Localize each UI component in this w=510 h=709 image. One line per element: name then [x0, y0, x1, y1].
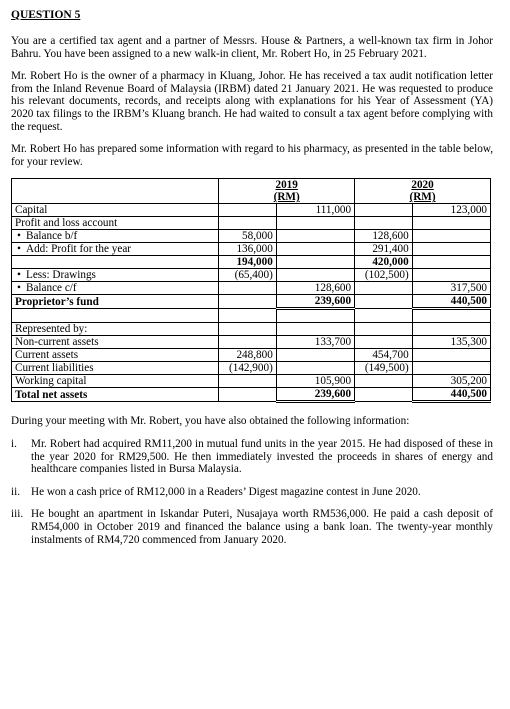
cell-value: 291,400 [355, 243, 413, 256]
list-marker: i. [11, 437, 17, 450]
cell-value: 58,000 [219, 230, 277, 243]
table-row [12, 230, 491, 243]
list-item [11, 486, 493, 499]
row-label: • Less: Drawings [12, 269, 219, 282]
table-row [12, 217, 491, 230]
cell-value: 440,500 [412, 388, 490, 402]
table-row [12, 388, 491, 402]
cell-value: 194,000 [219, 256, 277, 269]
row-label: • Balance b/f [12, 230, 219, 243]
information-list [11, 438, 493, 546]
financial-table [11, 178, 491, 403]
list-item-text: He bought an apartment in Iskandar Puteri, Nusajaya worth RM536,000. He paid a cash deposit of RM54,000 in October 2019 and financed the balance using a bank loan. The twenty-year monthly instalments of RM4,720 commenced from January 2020. [31, 508, 493, 546]
table-row [12, 243, 491, 256]
table-row [12, 295, 491, 309]
row-label: Profit and loss account [12, 217, 219, 230]
header-2020: 2020 (RM) [355, 179, 491, 204]
row-label: Working capital [12, 375, 219, 388]
cell-value: 111,000 [276, 204, 354, 217]
table-row [12, 362, 491, 375]
cell-value: 420,000 [355, 256, 413, 269]
table-row [12, 323, 491, 336]
cell-value: 133,700 [276, 336, 354, 349]
cell-value: 239,600 [276, 295, 354, 309]
meeting-paragraph: During your meeting with Mr. Robert, you have also obtained the following information: [11, 415, 410, 428]
cell-value: 128,600 [355, 230, 413, 243]
header-2019: 2019 (RM) [219, 179, 355, 204]
list-item [11, 508, 493, 546]
cell-value: 440,500 [412, 295, 490, 309]
cell-value: 128,600 [276, 282, 354, 295]
background-paragraph: Mr. Robert Ho is the owner of a pharmacy in Kluang, Johor. He has received a tax audit notification letter from the Inland Revenue Board of Malaysia (IRBM) dated 21 January 2021. He was requested to produce his relevant documents, records, and receipts along with explanations for his Year of Assessment (YA) 2020 tax filings to the IRBM’s Kluang branch. He had waited to consult a tax agent before complying with the request. [11, 70, 493, 133]
list-item [11, 438, 493, 476]
cell-value: 135,300 [412, 336, 490, 349]
cell-value: 123,000 [412, 204, 490, 217]
table-spacer-row [12, 309, 491, 323]
list-item-text: He won a cash price of RM12,000 in a Readers’ Digest magazine contest in June 2020. [31, 485, 421, 498]
table-header-row [12, 179, 491, 204]
list-marker: ii. [11, 485, 21, 498]
row-label: Current assets [12, 349, 219, 362]
row-label: Represented by: [12, 323, 219, 336]
table-row [12, 349, 491, 362]
cell-value: (142,900) [219, 362, 277, 375]
question-title: QUESTION 5 [11, 9, 81, 21]
row-label: • Balance c/f [12, 282, 219, 295]
table-row [12, 336, 491, 349]
row-label: Proprietor’s fund [12, 295, 219, 309]
intro-paragraph: You are a certified tax agent and a partner of Messrs. House & Partners, a well-known tax firm in Johor Bahru. You have been assigned to a new walk-in client, Mr. Robert Ho, in 25 February 2021. [11, 35, 493, 60]
list-marker: iii. [11, 508, 24, 521]
table-row [12, 282, 491, 295]
table-row [12, 256, 491, 269]
cell-value: 454,700 [355, 349, 413, 362]
row-label: Total net assets [12, 388, 219, 402]
cell-value: 136,000 [219, 243, 277, 256]
cell-value: 105,900 [276, 375, 354, 388]
cell-value: (149,500) [355, 362, 413, 375]
question-page [11, 9, 493, 556]
table-row [12, 204, 491, 217]
cell-value: 248,800 [219, 349, 277, 362]
row-label: • Add: Profit for the year [12, 243, 219, 256]
row-label: Current liabilities [12, 362, 219, 375]
row-label: Capital [12, 204, 219, 217]
cell-value: (102,500) [355, 269, 413, 282]
cell-value: (65,400) [219, 269, 277, 282]
cell-value: 317,500 [412, 282, 490, 295]
list-item-text: Mr. Robert had acquired RM11,200 in mutual fund units in the year 2015. He had disposed of these in the year 2020 for RM29,500. He then immediately invested the proceeds in shares of energy and healthcare companies listed in Bursa Malaysia. [31, 437, 493, 476]
row-label: Non-current assets [12, 336, 219, 349]
table-intro-paragraph: Mr. Robert Ho has prepared some information with regard to his pharmacy, as presented in the table below, for your review. [11, 143, 493, 168]
table-row [12, 269, 491, 282]
cell-value: 305,200 [412, 375, 490, 388]
cell-value: 239,600 [276, 388, 354, 402]
table-row [12, 375, 491, 388]
